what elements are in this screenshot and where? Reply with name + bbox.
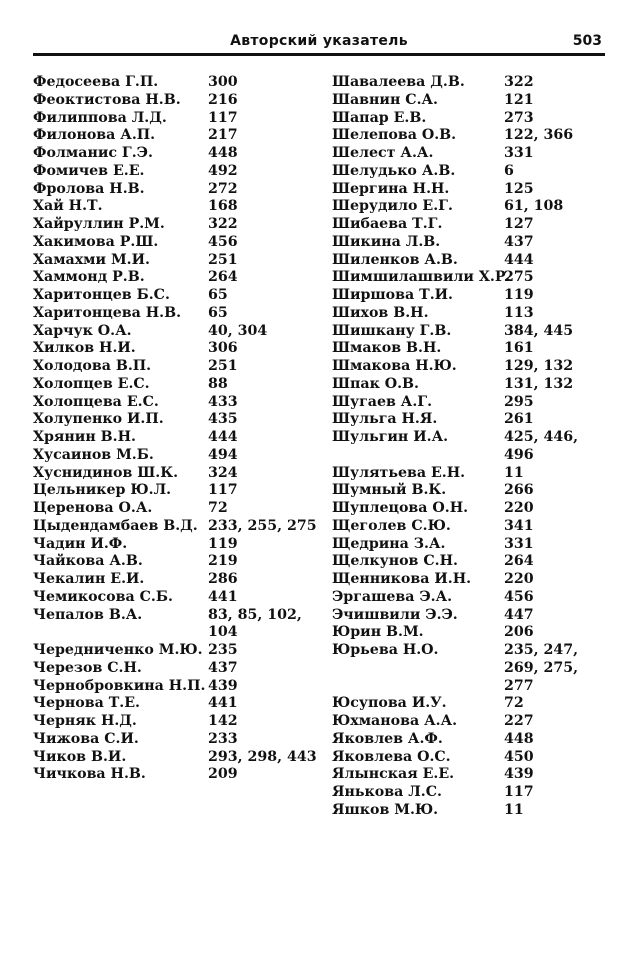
index-entry [33, 74, 323, 92]
page-references: 88 [208, 375, 228, 392]
author-name: Церенова О.А. [33, 500, 153, 516]
page-references: 251 [208, 358, 238, 374]
page-references: 117 [208, 109, 238, 126]
index-entry [33, 181, 323, 199]
index-entry [33, 163, 323, 181]
left-column [33, 74, 323, 784]
page-references: 6 [504, 162, 514, 179]
page-references: 119 [208, 535, 238, 552]
author-name: Хаммонд Р.В. [33, 269, 145, 286]
author-name: Чиков В.И. [33, 748, 127, 765]
index-entry [332, 358, 612, 376]
index-entry [33, 766, 323, 784]
author-name: Хрянин В.Н. [33, 429, 136, 445]
index-entry [332, 216, 612, 234]
author-name: Эчишвили Э.Э. [332, 606, 458, 623]
page-references: 306 [208, 340, 238, 357]
author-name: Шульга Н.Я. [332, 411, 438, 428]
index-entry [33, 269, 323, 287]
author-name: Холопцева Е.С. [33, 393, 159, 410]
index-entry [332, 145, 612, 163]
author-name: Фолманис Г.Э. [33, 145, 153, 161]
author-name: Щенникова И.Н. [332, 571, 472, 587]
page-references: 219 [208, 553, 238, 570]
page-references: 433 [208, 393, 238, 410]
index-entry [332, 802, 612, 820]
index-entry [33, 607, 323, 643]
index-entry [33, 394, 323, 412]
index-entry [332, 127, 612, 145]
author-name: Хай Н.Т. [33, 198, 103, 215]
page-references: 251 [208, 251, 238, 268]
page-references: 65 [208, 304, 228, 321]
index-entry [33, 323, 323, 341]
author-name: Чернобровкина Н.П. [33, 677, 206, 694]
page-references: 494 [208, 446, 238, 463]
page-references: 425, 446, 496 [504, 429, 579, 463]
page-references: 206 [504, 624, 534, 641]
author-name: Черняк Н.Д. [33, 713, 137, 729]
page-references: 233, 255, 275 [208, 517, 317, 534]
author-name: Яшков М.Ю. [332, 801, 439, 818]
page-references: 61, 108 [504, 198, 564, 215]
author-name: Федосеева Г.П. [33, 74, 159, 90]
index-entry [33, 376, 323, 394]
author-name: Харитонцева Н.В. [33, 304, 182, 321]
author-name: Чернова Т.Е. [33, 695, 140, 712]
author-name: Шелепова О.В. [332, 127, 457, 144]
page-references: 437 [208, 659, 238, 676]
page-references: 261 [504, 411, 534, 428]
right-column [332, 74, 612, 820]
page-references: 437 [504, 233, 534, 250]
page-references: 456 [504, 588, 534, 605]
author-name: Щедрина З.А. [332, 535, 446, 552]
author-name: Филиппова Л.Д. [33, 109, 167, 126]
index-entry [33, 429, 323, 447]
index-entry [33, 695, 323, 713]
page-references: 324 [208, 464, 238, 481]
index-entry [332, 749, 612, 767]
author-name: Хакимова Р.Ш. [33, 233, 159, 250]
page-references: 322 [208, 216, 238, 232]
author-name: Хусаинов М.Б. [33, 446, 154, 463]
author-name: Яковлева О.С. [332, 748, 451, 765]
page-references: 264 [208, 269, 238, 286]
author-name: Шавалеева Д.В. [332, 74, 465, 90]
index-entry [33, 287, 323, 305]
page-references: 450 [504, 748, 534, 765]
index-entry [332, 518, 612, 536]
author-name: Шикина Л.В. [332, 233, 441, 250]
author-name: Харчук О.А. [33, 322, 132, 339]
page-references: 40, 304 [208, 322, 268, 339]
index-entry [33, 411, 323, 429]
page-references: 220 [504, 571, 534, 587]
author-name: Холупенко И.П. [33, 411, 164, 428]
index-entry [33, 749, 323, 767]
page-references: 444 [504, 251, 534, 268]
page-references: 121 [504, 91, 534, 108]
index-entry [33, 642, 323, 660]
index-entry [33, 447, 323, 465]
author-name: Хайруллин Р.М. [33, 216, 165, 232]
author-name: Шумный В.К. [332, 482, 447, 499]
page-references: 322 [504, 74, 534, 90]
page-references: 217 [208, 127, 238, 144]
page-references: 272 [208, 180, 238, 197]
index-entry [33, 571, 323, 589]
index-entry [332, 536, 612, 554]
author-name: Шугаев А.Г. [332, 393, 433, 410]
author-name: Чайкова А.В. [33, 553, 143, 570]
author-name: Хилков Н.И. [33, 340, 136, 357]
page-references: 448 [208, 145, 238, 161]
index-entry [332, 731, 612, 749]
page-references: 293, 298, 443 [208, 748, 317, 765]
page-title: Авторский указатель [230, 33, 408, 49]
author-name: Холопцев Е.С. [33, 375, 150, 392]
page-references: 439 [208, 677, 238, 694]
index-entry [33, 305, 323, 323]
page-references: 331 [504, 145, 534, 161]
author-name: Шульгин И.А. [332, 429, 449, 445]
author-name: Юрьева Н.О. [332, 642, 439, 658]
page-references: 441 [208, 588, 238, 605]
index-entry [332, 181, 612, 199]
page-references: 113 [504, 304, 534, 321]
author-name: Шихов В.Н. [332, 304, 429, 321]
author-name: Юсупова И.У. [332, 695, 447, 712]
index-entry [33, 731, 323, 749]
page-references: 142 [208, 713, 238, 729]
index-entry [332, 784, 612, 802]
index-entry [332, 571, 612, 589]
author-name: Чепалов В.А. [33, 606, 143, 623]
index-entry [332, 713, 612, 731]
author-name: Эргашева Э.А. [332, 588, 453, 605]
author-name: Шишкану Г.В. [332, 322, 452, 339]
page-references: 448 [504, 730, 534, 747]
page-references: 119 [504, 287, 534, 303]
index-entry [332, 465, 612, 483]
author-name: Харитонцев Б.С. [33, 287, 170, 303]
author-name: Чемикосова С.Б. [33, 588, 173, 605]
page-references: 131, 132 [504, 375, 574, 392]
author-name: Чередниченко М.Ю. [33, 642, 203, 658]
page-references: 125 [504, 180, 534, 197]
page-references: 117 [208, 482, 238, 499]
page-references: 168 [208, 198, 238, 215]
index-entry [33, 660, 323, 678]
index-entry [33, 589, 323, 607]
page-references: 122, 366 [504, 127, 574, 144]
index-entry [332, 323, 612, 341]
index-entry [332, 92, 612, 110]
page-references: 235 [208, 642, 238, 658]
index-entry [332, 766, 612, 784]
page-references: 273 [504, 109, 534, 126]
author-name: Чадин И.Ф. [33, 535, 128, 552]
page-references: 72 [208, 500, 228, 516]
page-references: 264 [504, 553, 534, 570]
author-name: Ширшова Т.И. [332, 287, 453, 303]
author-name: Шерудило Е.Г. [332, 198, 453, 215]
author-name: Холодова В.П. [33, 358, 152, 374]
author-name: Шергина Н.Н. [332, 180, 450, 197]
header-rule [33, 53, 605, 56]
page-references: 435 [208, 411, 238, 428]
index-entry [33, 482, 323, 500]
author-name: Цельникер Ю.Л. [33, 482, 172, 499]
index-entry [332, 305, 612, 323]
index-entry [332, 198, 612, 216]
author-name: Шавнин С.А. [332, 91, 438, 108]
index-entry [332, 642, 612, 695]
page-references: 235, 247, 269, 275, 277 [504, 642, 579, 694]
page-references: 447 [504, 606, 534, 623]
page-references: 275 [504, 269, 534, 286]
index-entry [332, 340, 612, 358]
author-name: Шимшилашвили Х.Р. [332, 269, 511, 286]
page-header [34, 31, 604, 53]
index-entry [332, 500, 612, 518]
author-name: Черезов С.Н. [33, 659, 142, 676]
index-entry [332, 429, 612, 465]
index-entry [33, 145, 323, 163]
index-entry [33, 500, 323, 518]
author-name: Шиленков А.В. [332, 251, 458, 268]
index-entry [33, 110, 323, 128]
page-references: 331 [504, 535, 534, 552]
index-entry [332, 110, 612, 128]
page-references: 492 [208, 162, 238, 179]
page-references: 341 [504, 517, 534, 534]
index-entry [33, 198, 323, 216]
author-name: Чижова С.И. [33, 730, 139, 747]
author-name: Щелкунов С.Н. [332, 553, 458, 570]
author-name: Шмакова Н.Ю. [332, 358, 457, 374]
author-name: Ялынская Е.Е. [332, 766, 455, 783]
author-name: Юрин В.М. [332, 624, 424, 641]
page-references: 227 [504, 713, 534, 729]
index-entry [332, 163, 612, 181]
author-name: Хуснидинов Ш.К. [33, 464, 179, 481]
index-entry [33, 234, 323, 252]
index-entry [332, 269, 612, 287]
author-name: Шуплецова О.Н. [332, 500, 469, 516]
author-name: Шулятьева Е.Н. [332, 464, 466, 481]
page-references: 216 [208, 91, 238, 108]
page-references: 65 [208, 287, 228, 303]
index-entry [332, 287, 612, 305]
page-references: 441 [208, 695, 238, 712]
page-references: 300 [208, 74, 238, 90]
index-entry [33, 216, 323, 234]
author-name: Янькова Л.С. [332, 784, 442, 800]
index-entry [33, 358, 323, 376]
index-entry [332, 695, 612, 713]
author-name: Хамахми М.И. [33, 251, 150, 268]
page-references: 384, 445 [504, 322, 574, 339]
author-name: Феоктистова Н.В. [33, 91, 181, 108]
page-references: 295 [504, 393, 534, 410]
author-name: Шапар Е.В. [332, 109, 427, 126]
page-references: 456 [208, 233, 238, 250]
author-name: Фролова Н.В. [33, 180, 145, 197]
author-name: Щеголев С.Ю. [332, 517, 451, 534]
index-entry [332, 376, 612, 394]
author-name: Шелест А.А. [332, 145, 434, 161]
author-name: Филонова А.П. [33, 127, 156, 144]
author-name: Шмаков В.Н. [332, 340, 442, 357]
index-entry [332, 624, 612, 642]
page-references: 11 [504, 801, 524, 818]
page-references: 161 [504, 340, 534, 357]
page-references: 444 [208, 429, 238, 445]
index-entry [33, 553, 323, 571]
index-entry [33, 713, 323, 731]
author-name: Чичкова Н.В. [33, 766, 146, 783]
author-name: Яковлев А.Ф. [332, 730, 443, 747]
index-entry [33, 518, 323, 536]
page-references: 127 [504, 216, 534, 232]
index-entry [33, 127, 323, 145]
page-references: 72 [504, 695, 524, 712]
index-entry [332, 553, 612, 571]
author-name: Шибаева Т.Г. [332, 216, 443, 232]
page-references: 83, 85, 102, 104 [208, 606, 302, 641]
index-entry [33, 678, 323, 696]
index-entry [332, 234, 612, 252]
index-entry [332, 252, 612, 270]
index-entry [332, 74, 612, 92]
author-name: Шелудько А.В. [332, 162, 456, 179]
index-entry [33, 465, 323, 483]
index-entry [33, 92, 323, 110]
author-name: Шпак О.В. [332, 375, 419, 392]
index-entry [33, 340, 323, 358]
index-entry [332, 411, 612, 429]
page-references: 129, 132 [504, 358, 574, 374]
page-references: 233 [208, 730, 238, 747]
page-references: 117 [504, 784, 534, 800]
page-references: 209 [208, 766, 238, 783]
author-name: Чекалин Е.И. [33, 571, 145, 587]
index-entry [332, 482, 612, 500]
author-name: Цыдендамбаев В.Д. [33, 517, 198, 534]
page-number: 503 [572, 33, 602, 49]
page-references: 11 [504, 464, 524, 481]
page-references: 220 [504, 500, 534, 516]
page-references: 286 [208, 571, 238, 587]
index-entry [332, 394, 612, 412]
index-entry [33, 252, 323, 270]
author-name: Юхманова А.А. [332, 713, 458, 729]
author-name: Фомичев Е.Е. [33, 162, 145, 179]
index-entry [33, 536, 323, 554]
page-references: 439 [504, 766, 534, 783]
index-entry [332, 607, 612, 625]
index-entry [332, 589, 612, 607]
page-references: 266 [504, 482, 534, 499]
